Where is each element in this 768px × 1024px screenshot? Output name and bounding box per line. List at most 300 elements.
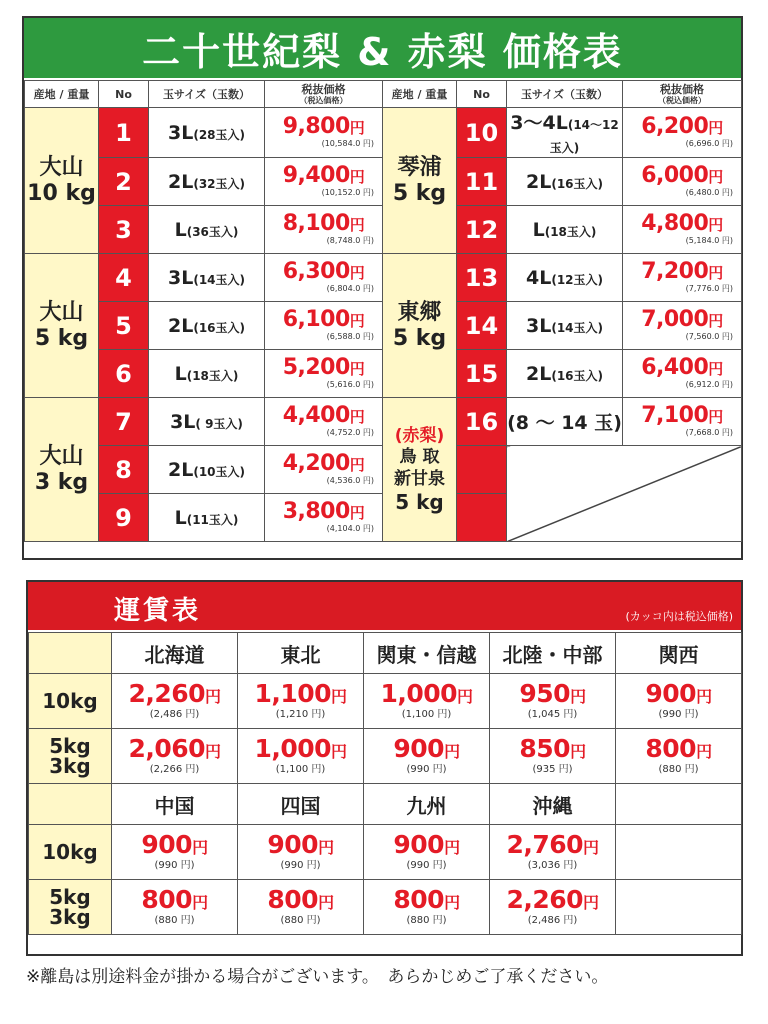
size-count: (32玉入) (193, 176, 245, 191)
size-cell (507, 206, 623, 254)
empty-cell (507, 446, 742, 542)
shipping-price-main (238, 832, 363, 860)
shipping-price-yen: 円 (205, 742, 221, 761)
price-value: 3,800 (282, 499, 350, 524)
region-name: 中国 (112, 784, 238, 825)
size-grade: L (174, 506, 187, 529)
shipping-price-main (112, 736, 237, 764)
header-price-main: 税抜価格 (301, 82, 346, 96)
origin-cell (383, 254, 457, 398)
empty-cell (616, 825, 742, 880)
size-count: (16玉入) (551, 368, 603, 383)
price-cell (265, 206, 383, 254)
shipping-price-main (238, 736, 363, 764)
price-value: 6,200 (641, 114, 709, 139)
shipping-price-main (616, 736, 741, 764)
header-price-sub: （税込価格） (299, 95, 348, 105)
price-value: 4,200 (282, 451, 350, 476)
price-value: 8,100 (282, 211, 350, 236)
shipping-price-tax: (880 円) (280, 915, 321, 926)
price-main (623, 116, 741, 139)
header-origin: 産地 / 重量 (383, 81, 457, 108)
origin-tag: (赤梨) (394, 425, 445, 446)
shipping-price-main (364, 832, 489, 860)
item-number: 2 (99, 158, 149, 206)
shipping-price-yen: 円 (331, 742, 347, 761)
weight-5kg: 5kg (49, 734, 91, 758)
price-tax-included: (8,748.0 円) (326, 236, 374, 245)
shipping-price-main (364, 887, 489, 915)
price-table (24, 80, 742, 542)
empty-cell (616, 880, 742, 935)
shipping-price-tax: (935 円) (532, 764, 573, 775)
number-cell-empty (457, 446, 507, 494)
size-count: (18玉入) (544, 224, 597, 239)
footer-note: ※離島は別途料金が掛かる場合がございます。 あらかじめご了承ください。 (26, 967, 609, 987)
price-cell (265, 350, 383, 398)
price-yen: 円 (708, 360, 723, 378)
price-tax-included: (7,560.0 円) (685, 332, 733, 341)
size-cell (507, 158, 623, 206)
shipping-price-value: 950 (519, 679, 571, 708)
shipping-price-value: 2,760 (506, 830, 584, 859)
shipping-price-cell (238, 729, 364, 784)
size-grade: (8 ～ 14 玉) (507, 412, 622, 434)
price-value: 4,800 (641, 211, 709, 236)
origin-cell (25, 108, 99, 254)
shipping-price-tax: (990 円) (154, 860, 195, 871)
size-count: (16玉入) (551, 176, 603, 191)
price-cell (623, 350, 742, 398)
price-main (265, 357, 382, 380)
size-cell (149, 446, 265, 494)
shipping-price-value: 800 (141, 885, 193, 914)
weight-label (29, 729, 112, 784)
shipping-price-value: 900 (645, 679, 697, 708)
price-tax-included: (4,104.0 円) (326, 524, 374, 533)
price-cell (265, 158, 383, 206)
shipping-price-row (29, 674, 742, 729)
price-main (623, 213, 741, 236)
price-cell (623, 108, 742, 158)
shipping-title-bar (28, 582, 741, 630)
weight-label (29, 674, 112, 729)
size-count: (14玉入) (551, 320, 603, 335)
weight-5kg: 5kg (49, 885, 91, 909)
price-value: 6,400 (641, 355, 709, 380)
size-grade: 4L (526, 266, 552, 289)
shipping-price-tax: (1,100 円) (401, 709, 452, 720)
shipping-price-cell (112, 825, 238, 880)
region-name: 北陸・中部 (490, 633, 616, 674)
header-origin: 産地 / 重量 (25, 81, 99, 108)
size-count: (14～12玉入) (549, 118, 619, 155)
item-number: 12 (457, 206, 507, 254)
size-count: ( 9玉入) (195, 416, 243, 431)
price-yen: 円 (708, 168, 723, 186)
shipping-price-yen: 円 (331, 687, 347, 706)
price-tax-included: (6,696.0 円) (685, 139, 733, 148)
price-table-title: 二十世紀梨 & 赤梨 価格表 (24, 18, 741, 78)
size-grade: 2L (526, 362, 552, 385)
price-yen: 円 (708, 408, 723, 426)
price-yen: 円 (349, 360, 365, 378)
shipping-price-cell (238, 880, 364, 935)
price-tax-included: (7,668.0 円) (685, 428, 733, 437)
shipping-price-tax: (2,266 円) (149, 764, 200, 775)
price-tax-included: (6,804.0 円) (326, 284, 374, 293)
weight-label (29, 880, 112, 935)
origin-weight: 5 kg (392, 180, 447, 206)
price-value: 6,000 (641, 163, 709, 188)
origin-cell (25, 254, 99, 398)
size-grade: 3L (168, 121, 194, 144)
price-yen: 円 (349, 504, 365, 522)
price-main (623, 261, 741, 284)
item-number: 7 (99, 398, 149, 446)
shipping-price-cell (112, 729, 238, 784)
size-grade: L (174, 362, 187, 385)
item-number: 15 (457, 350, 507, 398)
price-value: 7,000 (641, 307, 709, 332)
item-number: 3 (99, 206, 149, 254)
origin-weight: 10 kg (27, 180, 96, 206)
size-cell (149, 108, 265, 158)
shipping-price-row (29, 825, 742, 880)
shipping-price-cell (616, 729, 742, 784)
shipping-price-tax: (990 円) (280, 860, 321, 871)
size-count: (12玉入) (551, 272, 603, 287)
size-cell (149, 158, 265, 206)
shipping-price-main (112, 887, 237, 915)
size-cell (149, 494, 265, 542)
size-cell (507, 302, 623, 350)
header-no: No (457, 81, 507, 108)
origin-name: 大山 (39, 154, 84, 180)
size-cell (149, 302, 265, 350)
price-cell (623, 254, 742, 302)
header-price-main: 税抜価格 (660, 82, 704, 96)
shipping-price-tax: (1,210 円) (275, 709, 326, 720)
item-number: 8 (99, 446, 149, 494)
price-tax-included: (5,616.0 円) (326, 380, 374, 389)
shipping-price-main (238, 681, 363, 709)
shipping-price-cell (490, 825, 616, 880)
shipping-price-tax: (880 円) (406, 915, 447, 926)
weight-10kg: 10kg (42, 689, 98, 713)
price-tax-included: (10,152.0 円) (321, 188, 374, 197)
price-row (25, 108, 742, 158)
size-grade: 3L (526, 314, 552, 337)
price-value: 6,100 (282, 307, 350, 332)
item-number: 9 (99, 494, 149, 542)
size-count: (36玉入) (186, 224, 239, 239)
price-main (623, 165, 741, 188)
price-main (623, 405, 741, 428)
shipping-price-main (616, 681, 741, 709)
shipping-price-value: 1,100 (254, 679, 332, 708)
size-count: (28玉入) (193, 127, 245, 142)
shipping-price-main (364, 681, 489, 709)
shipping-price-row (29, 880, 742, 935)
price-cell (623, 206, 742, 254)
shipping-price-value: 900 (393, 830, 445, 859)
price-yen: 円 (349, 456, 365, 474)
price-value: 7,100 (641, 403, 709, 428)
size-cell (507, 350, 623, 398)
shipping-price-main (490, 681, 615, 709)
shipping-price-tax: (1,045 円) (527, 709, 578, 720)
price-tax-included: (7,776.0 円) (685, 284, 733, 293)
shipping-price-cell (490, 674, 616, 729)
price-tax-included: (4,752.0 円) (326, 428, 374, 437)
shipping-price-yen: 円 (318, 893, 334, 912)
shipping-price-value: 900 (393, 734, 445, 763)
price-header-row (25, 81, 742, 108)
weight-3kg: 3kg (49, 754, 91, 778)
shipping-price-yen: 円 (444, 893, 460, 912)
shipping-price-cell (364, 729, 490, 784)
shipping-price-tax: (990 円) (406, 860, 447, 871)
shipping-price-cell (112, 880, 238, 935)
shipping-price-tax: (990 円) (406, 764, 447, 775)
price-main (265, 261, 382, 284)
number-cell-empty (457, 494, 507, 542)
shipping-price-tax: (880 円) (154, 915, 195, 926)
item-number: 5 (99, 302, 149, 350)
shipping-price-yen: 円 (444, 838, 460, 857)
size-count: (10玉入) (193, 464, 245, 479)
price-main (265, 165, 382, 188)
item-number: 16 (457, 398, 507, 446)
region-name: 沖縄 (490, 784, 616, 825)
shipping-price-main (364, 736, 489, 764)
shipping-table (28, 632, 742, 935)
header-price (265, 81, 383, 108)
price-cell (265, 494, 383, 542)
size-grade: 3L (168, 266, 194, 289)
price-cell (265, 446, 383, 494)
shipping-price-yen: 円 (570, 742, 586, 761)
shipping-price-main (490, 887, 615, 915)
shipping-price-yen: 円 (205, 687, 221, 706)
shipping-price-main (490, 832, 615, 860)
shipping-price-cell (490, 729, 616, 784)
price-tax-included: (5,184.0 円) (685, 236, 733, 245)
shipping-price-value: 1,000 (380, 679, 458, 708)
origin-name: 東郷 (397, 299, 442, 325)
price-tax-included: (6,912.0 円) (685, 380, 733, 389)
price-cell (265, 302, 383, 350)
shipping-price-tax: (2,486 円) (149, 709, 200, 720)
price-yen: 円 (708, 312, 723, 330)
shipping-price-yen: 円 (570, 687, 586, 706)
header-price (623, 81, 742, 108)
price-tax-included: (6,588.0 円) (326, 332, 374, 341)
shipping-price-yen: 円 (192, 893, 208, 912)
origin-name: 鳥 取 (399, 446, 440, 467)
size-grade: 2L (168, 170, 194, 193)
size-grade: L (174, 218, 187, 241)
price-yen: 円 (349, 264, 365, 282)
origin-name: 大山 (39, 443, 84, 469)
size-grade: 2L (526, 170, 552, 193)
price-yen: 円 (349, 216, 365, 234)
shipping-note: (カッコ内は税込価格) (625, 610, 733, 623)
size-grade: 2L (168, 458, 194, 481)
price-value: 6,300 (282, 259, 350, 284)
price-tax-included: (4,536.0 円) (326, 476, 374, 485)
size-cell (149, 206, 265, 254)
header-no: No (99, 81, 149, 108)
shipping-table-panel (26, 580, 743, 956)
price-cell (265, 254, 383, 302)
price-value: 9,800 (282, 114, 350, 139)
price-main (265, 453, 382, 476)
size-grade: L (532, 218, 545, 241)
item-number: 1 (99, 108, 149, 158)
shipping-price-cell (364, 825, 490, 880)
price-table-panel (22, 16, 743, 560)
item-number: 14 (457, 302, 507, 350)
price-main (623, 309, 741, 332)
shipping-price-cell (238, 674, 364, 729)
size-cell (149, 350, 265, 398)
shipping-price-main (112, 832, 237, 860)
shipping-price-main (112, 681, 237, 709)
shipping-price-yen: 円 (457, 687, 473, 706)
price-row (25, 398, 742, 446)
size-cell (149, 254, 265, 302)
region-name: 関東・信越 (364, 633, 490, 674)
shipping-price-yen: 円 (444, 742, 460, 761)
shipping-price-yen: 円 (696, 687, 712, 706)
region-name: 四国 (238, 784, 364, 825)
region-name: 九州 (364, 784, 490, 825)
weight-3kg: 3kg (49, 905, 91, 929)
size-count: (14玉入) (193, 272, 245, 287)
item-number: 4 (99, 254, 149, 302)
shipping-price-main (238, 887, 363, 915)
shipping-price-yen: 円 (583, 838, 599, 857)
shipping-price-tax: (880 円) (658, 764, 699, 775)
price-cell (623, 398, 742, 446)
shipping-price-tax: (2,486 円) (527, 915, 578, 926)
item-number: 6 (99, 350, 149, 398)
size-grade: 3～4L (510, 112, 568, 134)
size-cell (507, 398, 623, 446)
size-count: (18玉入) (186, 368, 239, 383)
origin-name: 琴浦 (397, 154, 442, 180)
size-cell (507, 108, 623, 158)
region-name: 東北 (238, 633, 364, 674)
shipping-price-value: 2,060 (128, 734, 206, 763)
origin-weight: 5 kg (392, 325, 447, 351)
price-yen: 円 (708, 264, 723, 282)
price-yen: 円 (349, 119, 365, 137)
shipping-price-value: 850 (519, 734, 571, 763)
price-main (265, 309, 382, 332)
shipping-price-value: 800 (645, 734, 697, 763)
size-count: (11玉入) (186, 512, 239, 527)
shipping-price-yen: 円 (583, 893, 599, 912)
price-main (265, 405, 382, 428)
origin-variety: 新甘泉 (394, 468, 445, 489)
header-price-sub: （税込価格） (658, 95, 706, 105)
shipping-price-cell (364, 880, 490, 935)
origin-cell (383, 108, 457, 254)
price-value: 5,200 (282, 355, 350, 380)
origin-weight: 5 kg (34, 325, 89, 351)
price-cell (623, 158, 742, 206)
price-yen: 円 (708, 216, 723, 234)
size-cell (507, 254, 623, 302)
shipping-price-cell (112, 674, 238, 729)
header-size: 玉サイズ（玉数） (507, 81, 623, 108)
price-value: 4,400 (282, 403, 350, 428)
item-number: 10 (457, 108, 507, 158)
shipping-price-yen: 円 (318, 838, 334, 857)
shipping-price-cell (364, 674, 490, 729)
shipping-price-value: 2,260 (506, 885, 584, 914)
price-cell (265, 398, 383, 446)
region-name: 関西 (616, 633, 742, 674)
price-yen: 円 (349, 312, 365, 330)
shipping-price-tax: (3,036 円) (527, 860, 578, 871)
shipping-price-value: 2,260 (128, 679, 206, 708)
size-count: (16玉入) (193, 320, 245, 335)
origin-name: 大山 (39, 299, 84, 325)
shipping-price-cell (616, 674, 742, 729)
price-main (265, 501, 382, 524)
price-yen: 円 (708, 119, 723, 137)
region-name: 北海道 (112, 633, 238, 674)
weight-10kg: 10kg (42, 840, 98, 864)
price-main (623, 357, 741, 380)
corner-cell (29, 633, 112, 674)
region-header-row (29, 633, 742, 674)
shipping-price-cell (238, 825, 364, 880)
size-cell (149, 398, 265, 446)
shipping-price-tax: (1,100 円) (275, 764, 326, 775)
region-header-row (29, 784, 742, 825)
price-yen: 円 (349, 408, 365, 426)
shipping-price-cell (490, 880, 616, 935)
shipping-price-row (29, 729, 742, 784)
shipping-price-value: 800 (267, 885, 319, 914)
empty-cell (616, 784, 742, 825)
origin-cell (383, 398, 457, 542)
size-grade: 2L (168, 314, 194, 337)
size-grade: 3L (170, 410, 196, 433)
price-value: 9,400 (282, 163, 350, 188)
shipping-price-value: 900 (141, 830, 193, 859)
price-main (265, 213, 382, 236)
shipping-price-tax: (990 円) (658, 709, 699, 720)
weight-label (29, 825, 112, 880)
shipping-price-main (490, 736, 615, 764)
shipping-price-yen: 円 (696, 742, 712, 761)
shipping-price-yen: 円 (192, 838, 208, 857)
header-size: 玉サイズ（玉数） (149, 81, 265, 108)
price-cell (623, 302, 742, 350)
price-tax-included: (6,480.0 円) (685, 188, 733, 197)
origin-cell (25, 398, 99, 542)
item-number: 11 (457, 158, 507, 206)
shipping-price-value: 800 (393, 885, 445, 914)
shipping-price-value: 900 (267, 830, 319, 859)
price-main (265, 116, 382, 139)
